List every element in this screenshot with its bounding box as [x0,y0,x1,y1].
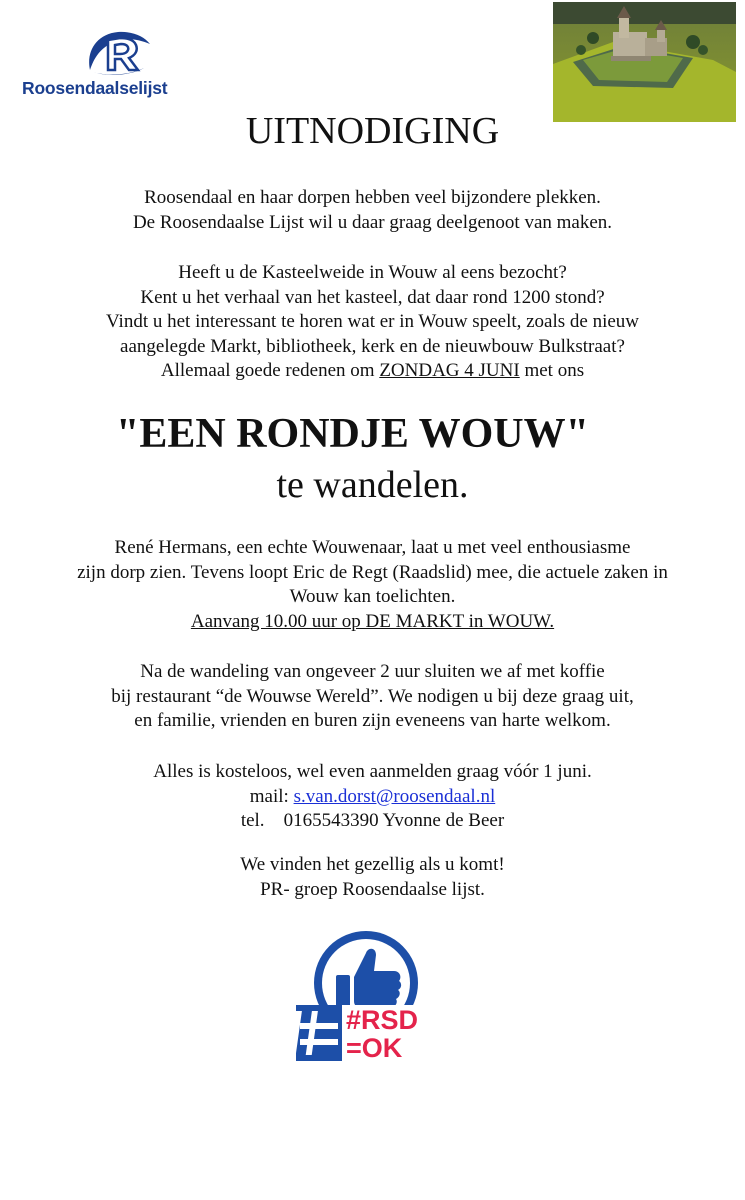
questions-line: Vindt u het interessant te horen wat er in Wouw speelt, zoals de nieuw [105,311,640,332]
logo-wordmark: Roosendaalselijst [22,78,168,98]
registration-line: Alles is kosteloos, wel even aanmelden graag vóór 1 juni. [153,761,592,782]
questions-line-date [0,359,745,384]
page-title: UITNODIGING [245,110,500,152]
guides-line: René Hermans, een echte Wouwenaar, laat u met veel enthousiasme [114,537,631,558]
rsd-ok-badge [296,925,446,1065]
event-title: "EEN RONDJE WOUW" [116,411,589,457]
event-subtitle: te wandelen. [276,464,469,506]
date-prefix: Allemaal goede redenen om [160,360,380,381]
castle-model-image [553,2,736,122]
hash-symbol [296,1005,342,1061]
intro-paragraph [0,186,745,235]
roosendaalselijst-logo [22,26,187,102]
closing-signature: PR- groep Roosendaalse lijst. [260,878,485,900]
after-line: bij restaurant “de Wouwse Wereld”. We nodigen u bij deze graag uit, [111,685,634,707]
phone-value: 0165543390 Yvonne de Beer [283,810,505,831]
contact-paragraph [0,760,745,834]
mail-label: mail: [249,785,294,807]
questions-paragraph [0,261,745,384]
after-line: en familie, vrienden en buren zijn eveneens van harte welkom. [134,710,611,731]
guides-line: Wouw kan toelichten. [289,586,456,607]
intro-line: De Roosendaalse Lijst wil u daar graag deelgenoot van maken. [132,211,613,233]
intro-line: Roosendaal en haar dorpen hebben veel bijzondere plekken. [144,187,601,208]
guides-line: zijn dorp zien. Tevens loopt Eric de Regt (Raadslid) mee, die actuele zaken in [77,561,668,583]
after-paragraph [0,660,745,734]
phone-line [0,809,745,834]
date-suffix: met ons [519,360,585,381]
event-date: ZONDAG 4 JUNI [379,360,520,381]
guides-paragraph [0,536,745,634]
start-time: Aanvang 10.00 uur op DE MARKT in WOUW. [190,610,555,632]
closing-paragraph [0,853,745,902]
questions-line: Heeft u de Kasteelweide in Wouw al eens bezocht? [178,262,567,283]
after-line: Na de wandeling van ongeveer 2 uur sluiten we af met koffie [140,661,605,682]
badge-text-rsd: #RSD [346,1005,419,1035]
questions-line: aangelegde Markt, bibliotheek, kerk en de nieuwbouw Bulkstraat? [120,335,625,357]
mail-link[interactable]: s.van.dorst@roosendaal.nl [293,785,496,807]
questions-line: Kent u het verhaal van het kasteel, dat daar rond 1200 stond? [140,286,605,308]
phone-label: tel. [240,810,265,831]
mail-line [0,785,745,810]
closing-line: We vinden het gezellig als u komt! [240,854,505,875]
roosendaalselijst-r-icon [84,26,154,78]
badge-text-ok: =OK [346,1033,403,1063]
